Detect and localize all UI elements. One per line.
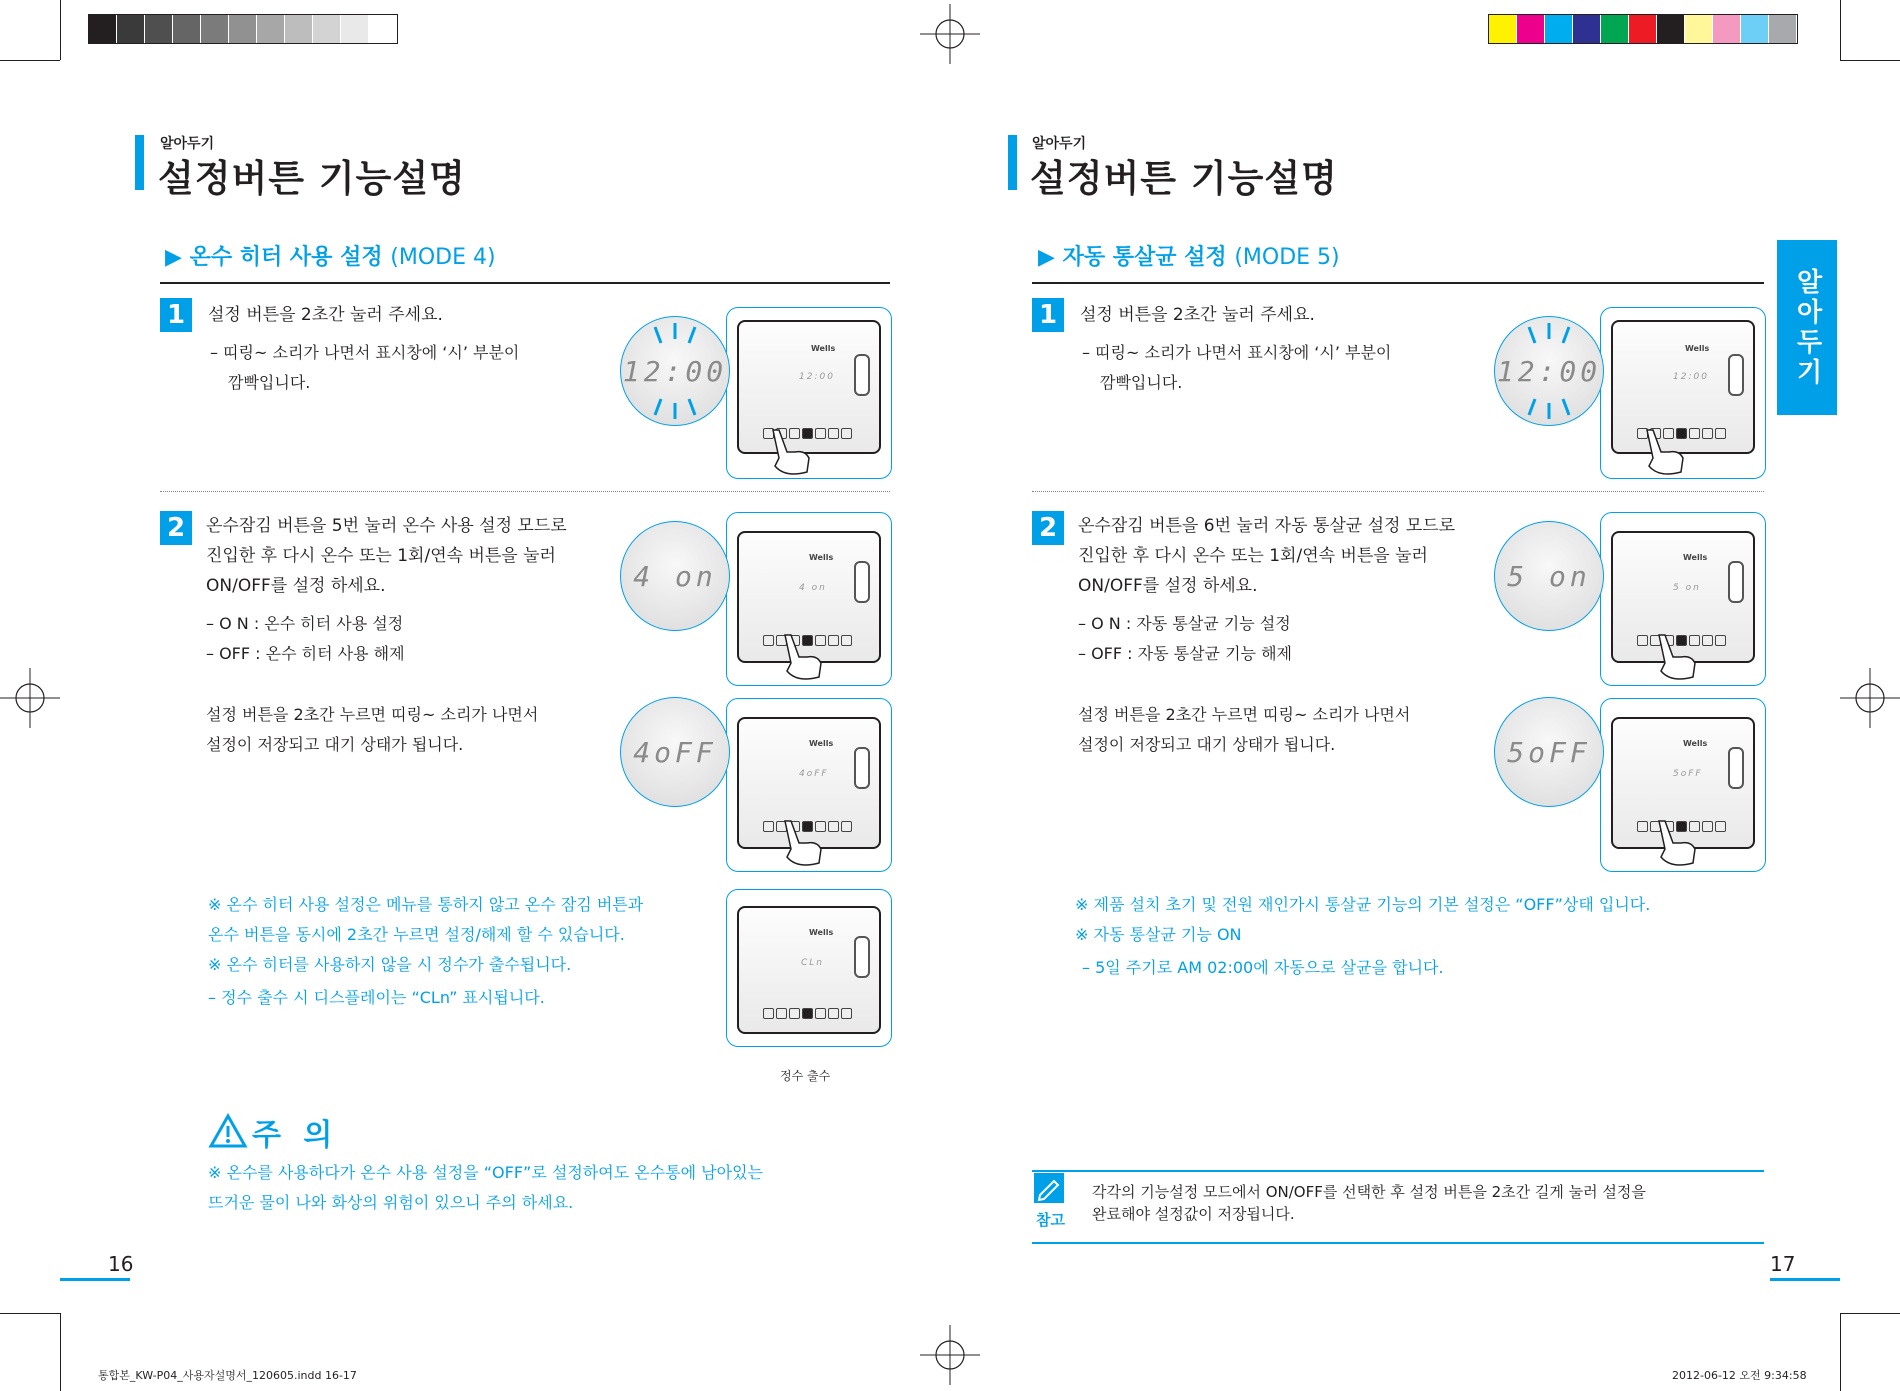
color-swatch xyxy=(1713,15,1741,43)
dispense-slot xyxy=(854,747,870,789)
display-zoom-circle xyxy=(620,697,730,807)
section-rule xyxy=(160,282,890,284)
grayscale-swatch xyxy=(313,15,341,43)
section-mode: (MODE 4) xyxy=(390,245,496,270)
registration-mark xyxy=(920,4,980,64)
display-zoom-circle xyxy=(620,316,730,426)
page-title: 설정버튼 기능설명 xyxy=(158,157,466,200)
save-instruction: 설정이 저장되고 대기 상태가 됩니다. xyxy=(206,735,464,754)
caution-title: 주 의 xyxy=(252,1118,339,1153)
crop-mark xyxy=(0,1313,60,1314)
page-number-rule xyxy=(1770,1278,1840,1281)
display-zoom-circle xyxy=(1494,316,1604,426)
grayscale-calibration-bar xyxy=(88,14,398,44)
pointing-hand-icon xyxy=(1651,819,1701,869)
pointing-hand-icon xyxy=(765,428,815,478)
grayscale-swatch xyxy=(201,15,229,43)
save-instruction: 설정이 저장되고 대기 상태가 됩니다. xyxy=(1078,735,1336,754)
display-readout: 4 on xyxy=(799,583,827,593)
crop-mark xyxy=(1840,0,1841,60)
display-zoom-circle xyxy=(1494,697,1604,807)
dispense-slot xyxy=(854,354,870,396)
figure-caption: 정수 출수 xyxy=(780,1069,831,1083)
crop-mark xyxy=(0,60,60,61)
display-readout: 12:00 xyxy=(1673,372,1709,382)
dispense-slot xyxy=(1728,747,1744,789)
device-figure xyxy=(1600,307,1766,479)
color-swatch xyxy=(1741,15,1769,43)
dispense-slot xyxy=(1728,354,1744,396)
color-swatch xyxy=(1685,15,1713,43)
note-line: – 5일 주기로 AM 02:00에 자동으로 살균을 합니다. xyxy=(1082,958,1444,977)
page-number-rule xyxy=(60,1278,130,1281)
color-swatch xyxy=(1769,15,1797,43)
section-mode: (MODE 5) xyxy=(1234,245,1340,270)
registration-mark xyxy=(920,1325,980,1385)
note-line: – 정수 출수 시 디스플레이는 “CLn” 표시됩니다. xyxy=(208,988,545,1007)
display-readout: 12:00 xyxy=(799,372,835,382)
grayscale-swatch xyxy=(285,15,313,43)
section-title: ▶ 자동 통살균 설정 xyxy=(1038,245,1227,270)
section-heading xyxy=(1038,240,1340,271)
step-text: ON/OFF를 설정 하세요. xyxy=(1078,576,1258,596)
brand-logo: Wells xyxy=(809,928,834,937)
note-line: ※ 자동 통살균 기능 ON xyxy=(1075,925,1242,944)
device-figure xyxy=(726,512,892,686)
page-title: 설정버튼 기능설명 xyxy=(1030,157,1338,200)
water-purifier-panel xyxy=(737,906,881,1034)
step-subtext: – 띠링~ 소리가 나면서 표시창에 ‘시’ 부분이 xyxy=(1082,343,1392,362)
side-index-tab: 알아두기 xyxy=(1777,240,1837,415)
note-line: ※ 제품 설치 초기 및 전원 재인가시 통살균 기능의 기본 설정은 “OFF”상태 입니다. xyxy=(1075,895,1651,914)
section-rule xyxy=(1032,282,1764,284)
blink-rays-icon xyxy=(621,317,729,425)
save-instruction: 설정 버튼을 2초간 누르면 띠링~ 소리가 나면서 xyxy=(206,705,539,724)
blink-rays-icon xyxy=(1495,317,1603,425)
brand-logo: Wells xyxy=(1683,739,1708,748)
crop-mark xyxy=(1840,1313,1900,1314)
crop-mark xyxy=(1840,60,1900,61)
grayscale-swatch xyxy=(229,15,257,43)
device-figure xyxy=(1600,698,1766,872)
reference-text: 완료해야 설정값이 저장됩니다. xyxy=(1092,1205,1295,1223)
pointing-hand-icon xyxy=(1639,428,1689,478)
crop-mark xyxy=(60,1313,61,1391)
grayscale-swatch xyxy=(369,15,397,43)
brand-logo: Wells xyxy=(811,344,836,353)
caution-text: ※ 온수를 사용하다가 온수 사용 설정을 “OFF”로 설정하여도 온수통에 남아있는 xyxy=(208,1163,763,1182)
registration-mark xyxy=(0,668,60,728)
grayscale-swatch xyxy=(117,15,145,43)
brand-logo: Wells xyxy=(1683,553,1708,562)
step-text: 설정 버튼을 2초간 눌러 주세요. xyxy=(1080,305,1315,325)
display-readout: 5 on xyxy=(1673,583,1701,593)
save-instruction: 설정 버튼을 2초간 누르면 띠링~ 소리가 나면서 xyxy=(1078,705,1411,724)
note-line: 온수 버튼을 동시에 2초간 누르면 설정/해제 할 수 있습니다. xyxy=(208,925,625,944)
note-line: ※ 온수 히터를 사용하지 않을 시 정수가 출수됩니다. xyxy=(208,955,572,974)
step-text: 진입한 후 다시 온수 또는 1회/연속 버튼을 눌러 xyxy=(206,546,556,566)
display-readout: CLn xyxy=(801,958,825,968)
display-zoom-readout: 5 on xyxy=(1507,560,1591,593)
pointing-hand-icon xyxy=(777,633,827,683)
grayscale-swatch xyxy=(145,15,173,43)
step-number: 1 xyxy=(160,298,192,332)
grayscale-swatch xyxy=(257,15,285,43)
title-kicker: 알아두기 xyxy=(160,136,215,152)
color-swatch xyxy=(1545,15,1573,43)
step-divider xyxy=(160,491,890,492)
dispense-slot xyxy=(1728,561,1744,603)
grayscale-swatch xyxy=(173,15,201,43)
step-subtext: 깜빡입니다. xyxy=(228,373,311,392)
step-text: 진입한 후 다시 온수 또는 1회/연속 버튼을 눌러 xyxy=(1078,546,1428,566)
color-swatch xyxy=(1573,15,1601,43)
display-zoom-readout: 5oFF xyxy=(1507,736,1591,769)
registration-mark xyxy=(1840,668,1900,728)
device-figure xyxy=(726,889,892,1047)
grayscale-swatch xyxy=(89,15,117,43)
option-off: – OFF : 온수 히터 사용 해제 xyxy=(206,644,405,663)
reference-text: 각각의 기능설정 모드에서 ON/OFF를 선택한 후 설정 버튼을 2초간 길게 눌러 설정을 xyxy=(1092,1183,1646,1201)
brand-logo: Wells xyxy=(809,553,834,562)
caution-text: 뜨거운 물이 나와 화상의 위험이 있으니 주의 하세요. xyxy=(208,1193,574,1212)
file-slug: 2012-06-12 오전 9:34:58 xyxy=(1672,1369,1807,1382)
title-kicker: 알아두기 xyxy=(1032,136,1087,152)
dispense-slot xyxy=(854,561,870,603)
page-number: 17 xyxy=(1770,1252,1796,1276)
step-number: 1 xyxy=(1032,298,1064,332)
display-readout: 4oFF xyxy=(799,769,829,779)
pointing-hand-icon xyxy=(1651,633,1701,683)
step-subtext: 깜빡입니다. xyxy=(1100,373,1183,392)
dispense-slot xyxy=(854,936,870,978)
pencil-note-icon xyxy=(1034,1173,1064,1203)
section-heading xyxy=(165,240,496,271)
color-swatch xyxy=(1489,15,1517,43)
pointing-hand-icon xyxy=(777,819,827,869)
page-number: 16 xyxy=(108,1252,134,1276)
section-title: ▶ 온수 히터 사용 설정 xyxy=(165,245,383,270)
step-number: 2 xyxy=(160,511,192,545)
title-accent-bar xyxy=(135,135,144,190)
file-slug: 통합본_KW-P04_사용자설명서_120605.indd 16-17 xyxy=(98,1369,357,1382)
option-off: – OFF : 자동 통살균 기능 해제 xyxy=(1078,644,1293,663)
color-swatch xyxy=(1657,15,1685,43)
step-divider xyxy=(1032,491,1764,492)
device-figure xyxy=(726,698,892,872)
display-zoom-readout: 4oFF xyxy=(633,736,717,769)
display-zoom-readout: 12:00 xyxy=(1496,355,1602,388)
display-zoom-circle xyxy=(620,521,730,631)
title-accent-bar xyxy=(1008,135,1017,190)
device-figure xyxy=(726,307,892,479)
step-number: 2 xyxy=(1032,511,1064,545)
note-line: ※ 온수 히터 사용 설정은 메뉴를 통하지 않고 온수 잠김 버튼과 xyxy=(208,895,644,914)
display-zoom-readout: 4 on xyxy=(633,560,717,593)
crop-mark xyxy=(1840,1313,1841,1391)
brand-logo: Wells xyxy=(809,739,834,748)
color-calibration-bar xyxy=(1488,14,1798,44)
reference-badge: 참고 xyxy=(1036,1211,1065,1229)
option-on: – O N : 자동 통살균 기능 설정 xyxy=(1078,614,1291,633)
device-figure xyxy=(1600,512,1766,686)
warning-triangle-icon xyxy=(208,1113,248,1149)
step-text: 온수잠김 버튼을 6번 눌러 자동 통살균 설정 모드로 xyxy=(1078,516,1456,536)
step-text: 온수잠김 버튼을 5번 눌러 온수 사용 설정 모드로 xyxy=(206,516,567,536)
display-zoom-circle xyxy=(1494,521,1604,631)
color-swatch xyxy=(1601,15,1629,43)
display-zoom-readout: 12:00 xyxy=(622,355,728,388)
step-text: 설정 버튼을 2초간 눌러 주세요. xyxy=(208,305,443,325)
color-swatch xyxy=(1517,15,1545,43)
color-swatch xyxy=(1629,15,1657,43)
brand-logo: Wells xyxy=(1685,344,1710,353)
grayscale-swatch xyxy=(341,15,369,43)
step-text: ON/OFF를 설정 하세요. xyxy=(206,576,386,596)
display-readout: 5oFF xyxy=(1673,769,1703,779)
crop-mark xyxy=(60,0,61,60)
step-subtext: – 띠링~ 소리가 나면서 표시창에 ‘시’ 부분이 xyxy=(210,343,520,362)
option-on: – O N : 온수 히터 사용 설정 xyxy=(206,614,404,633)
button-row xyxy=(763,1008,852,1019)
